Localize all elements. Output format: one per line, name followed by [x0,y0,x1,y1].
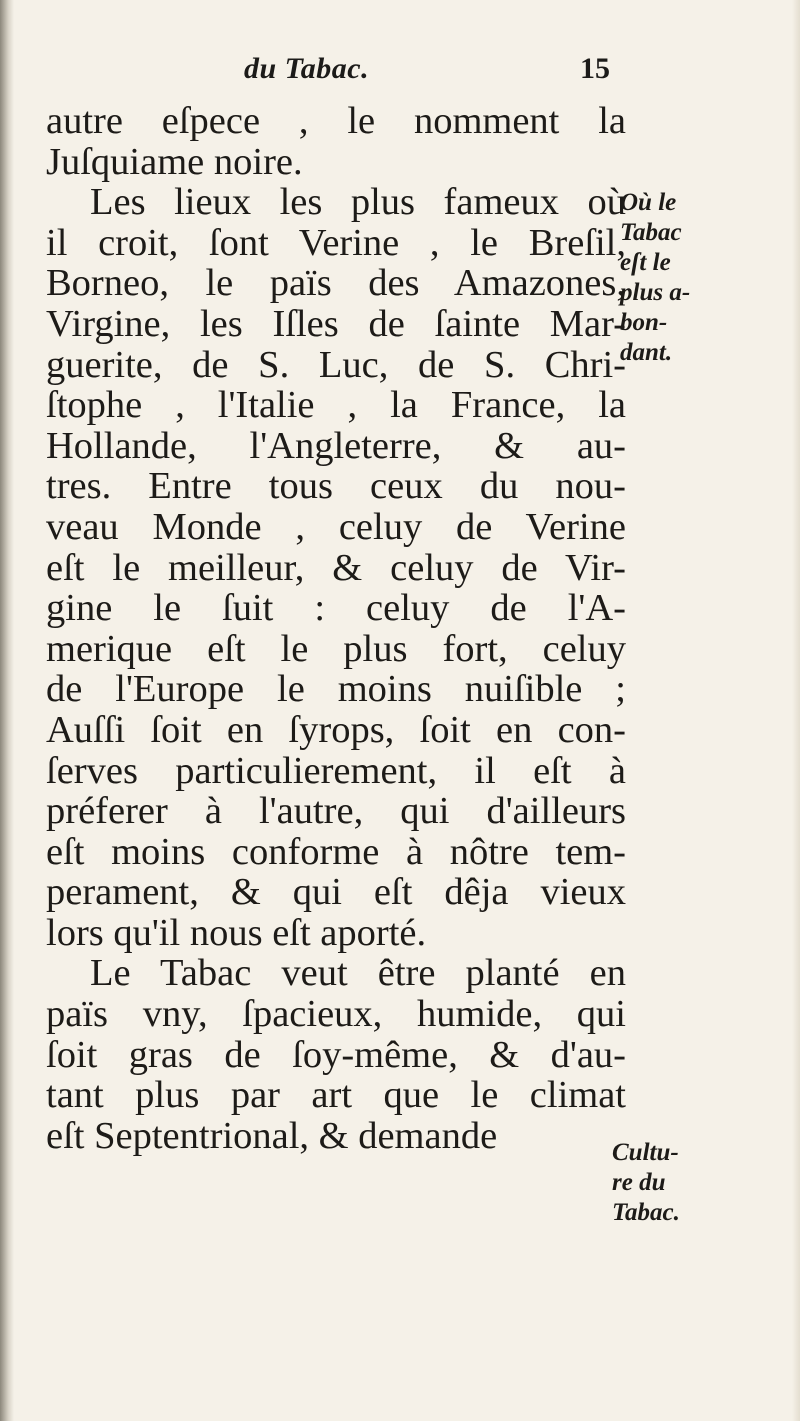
text-line: Les lieux les plus fameux où [90,181,626,224]
text-line: il croit, ſont Verine , le Breſil, [46,221,626,264]
text-line: perament, & qui eſt dêja vieux [46,871,626,914]
text-line: païs vny, ſpacieux, humide, qui [46,993,626,1036]
margin-note-line: Où le [620,189,677,216]
margin-note-where-tobacco-abounds [620,188,690,368]
margin-note-line: eſt le [620,249,671,276]
text-line: eſt le meilleur, & celuy de Vir- [46,546,626,589]
margin-note-line: Tabac. [612,1199,680,1226]
text-line: ſoit gras de ſoy-même, & d'au- [46,1033,626,1076]
page-gutter-shadow [0,0,14,1421]
text-line: Juſquiame noire. [46,140,303,183]
page-number: 15 [580,52,610,85]
page-header [0,52,800,92]
page-edge [792,0,800,1421]
text-line: Hollande, l'Angleterre, & au- [46,424,626,467]
text-line: ſtophe , l'Italie , la France, la [46,384,626,427]
margin-note-line: bon- [620,309,668,336]
text-line: Le Tabac veut être planté en [90,952,626,995]
text-line: eſt moins conforme à nôtre tem- [46,830,626,873]
margin-note-line: plus a- [620,279,691,306]
margin-note-line: Cultu- [612,1139,679,1166]
text-line: merique eſt le plus fort, celuy [46,627,626,670]
margin-note-line: Tabac [620,219,682,246]
text-line: eſt Septentrional, & demande [46,1114,498,1157]
text-line: Borneo, le païs des Amazones, [46,262,626,305]
text-line: guerite, de S. Luc, de S. Chri- [46,343,626,386]
margin-note-culture-of-tobacco [612,1138,680,1228]
text-line: gine le ſuit : celuy de l'A- [46,587,626,630]
text-line: lors qu'il nous eſt aporté. [46,911,427,954]
body-text [46,101,626,1156]
text-line: ſerves particulierement, il eſt à [46,749,626,792]
margin-note-line: re du [612,1169,666,1196]
margin-note-line: dant. [620,339,673,366]
text-line: veau Monde , celuy de Verine [46,505,626,548]
text-line: autre eſpece , le nomment la [46,100,626,142]
text-line: de l'Europe le moins nuiſible ; [46,668,626,711]
running-title: du Tabac. [244,52,370,85]
text-line: Auſſi ſoit en ſyrops, ſoit en con- [46,708,626,751]
text-line: Virgine, les Iſles de ſainte Mar- [46,302,626,345]
text-line: tant plus par art que le climat [46,1074,626,1117]
text-line: tres. Entre tous ceux du nou- [46,465,626,508]
text-line: préferer à l'autre, qui d'ailleurs [46,790,626,833]
